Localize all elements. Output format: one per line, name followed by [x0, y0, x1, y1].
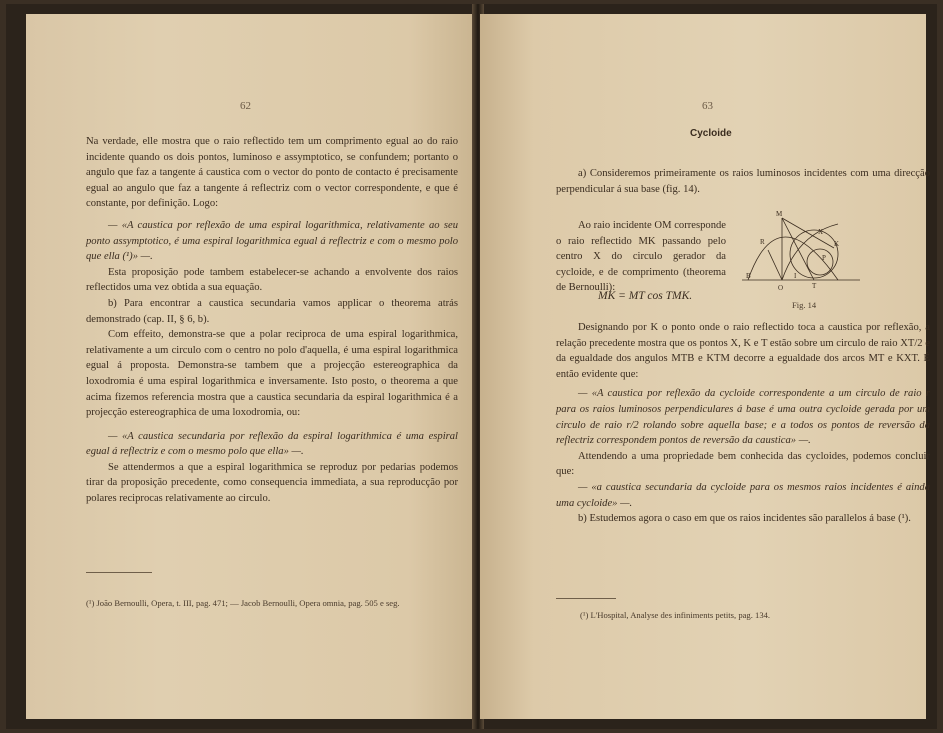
quoted-theorem: — «a caustica secundaria da cycloide para os mesmos raios incidentes é ainda uma cycloide» —. — [556, 481, 930, 509]
footnote-rule — [86, 572, 152, 573]
paragraph-a — [556, 166, 930, 197]
quoted-theorem: — «A caustica por reflexão de uma espiral logarithmica, relativamente ao seu ponto assymptotico, é uma espiral logarithmica egual á reflectriz e com o mesmo polo que ella (¹)» —. — [86, 219, 458, 263]
footnote-rule — [556, 598, 616, 599]
paragraph: Attendendo a uma propriedade bem conhecida das cycloides, podemos concluir que: — [556, 450, 930, 478]
paragraph: Designando por K o ponto onde o raio reflectido toca a caustica por reflexão, a relação precedente mostra que os pontos X, K e T estão sobre um circulo de raio XT/2 e da egualdade dos angulos MTB e KTM decorre a egualdade dos arcos MT e KXT. É então evidente que: — [556, 322, 930, 380]
figure-caption: Fig. 14 — [792, 300, 817, 310]
right-page-body — [556, 320, 930, 527]
book-spread — [6, 4, 937, 729]
paragraph: Na verdade, elle mostra que o raio reflectido tem um comprimento egual ao do raio incidente quando os dois pontos, luminoso e assymptotico, se confundem; portanto o angulo que faz a tangente á caustica com o vector do ponto de contacto é precisamente egual ao angulo que faz a tangente á reflectriz com o vector correspondente, e que é constante, por definição. Logo: — [86, 136, 458, 210]
right-page — [480, 14, 930, 719]
paragraph: Ao raio incidente OM corresponde o raio reflectido MK passando pelo centro X do circulo gerador da cycloide, e de comprimento (theorema de Bernoulli): — [556, 220, 726, 294]
quoted-theorem: — «A caustica por reflexão da cycloide correspondente a um circulo de raio r para os raios luminosos perpendiculares á base é uma outra cycloide gerada por um circulo de raio r/2 rolando sobre aquella base; e a todos os pontos de reversão da reflectriz correspondem pontos de reversão da caustica» —. — [556, 388, 930, 447]
quoted-theorem: — «A caustica secundaria por reflexão da espiral logarithmica é uma espiral egual á reflectriz e com o mesmo polo que ella» —. — [86, 430, 458, 458]
left-page-body — [86, 134, 458, 507]
footnote: (¹) L'Hospital, Analyse des infiniments petits, pag. 134. — [580, 610, 771, 620]
paragraph: Se attendermos a que a espiral logarithmica se reproduz por pedarias podemos tirar da proposição precedente, como consequencia immediata, a sua reproducção por polares reciprocas relativamente ao circulo. — [86, 461, 458, 505]
figure-label: K — [834, 240, 840, 248]
figure-label: T — [812, 282, 817, 290]
figure-14-diagram — [738, 204, 864, 296]
generating-circle — [790, 230, 838, 278]
paragraph: b) Estudemos agora o caso em que os raios incidentes são parallelos á base (¹). — [578, 513, 911, 525]
figure-label: P — [822, 254, 826, 262]
paragraph-om — [556, 218, 726, 296]
figure-label: B — [746, 272, 751, 280]
paragraph: a) Consideremos primeiramente os raios luminosos incidentes com uma direcção perpendicular á sua base (fig. 14). — [556, 168, 930, 195]
left-page — [26, 14, 476, 719]
figure-label: X — [818, 228, 824, 236]
paragraph: Esta proposição pode tambem estabelecer-se achando a envolvente dos raios reflectidos uma vez obtida a sua equação. — [86, 266, 458, 294]
figure-label: I — [794, 272, 797, 280]
page-number: 62 — [240, 100, 251, 112]
bernoulli-formula: MK = MT cos TMK. — [598, 290, 693, 302]
paragraph: b) Para encontrar a caustica secundaria vamos applicar o theorema atrás demonstrado (cap. II, § 6, b). — [86, 297, 458, 325]
figure-label: O — [778, 284, 784, 292]
figure-label: M — [776, 210, 783, 218]
section-heading: Cycloide — [690, 128, 732, 139]
footnote: (¹) João Bernoulli, Opera, t. III, pag. 471; — Jacob Bernoulli, Opera omnia, pag. 505 e seg. — [86, 598, 400, 608]
small-circle — [807, 249, 833, 275]
paragraph: Com effeito, demonstra-se que a polar reciproca de uma espiral logarithmica, relativamente a um circulo com o centro no polo d'aquella, é uma espiral logarithmica egual á proposta. Demonstra-se tambem que a projecção estereographica da loxodromia é uma espiral logarithmica e inversamente. Isto posto, o theorema a que acima fizemos referencia mostra que a caustica secundaria da espiral logarithmica é a projecção estereographica de uma loxodromia, ou: — [86, 329, 458, 419]
figure-label: R — [760, 238, 765, 246]
line-rb — [768, 250, 782, 280]
page-number: 63 — [702, 100, 713, 112]
